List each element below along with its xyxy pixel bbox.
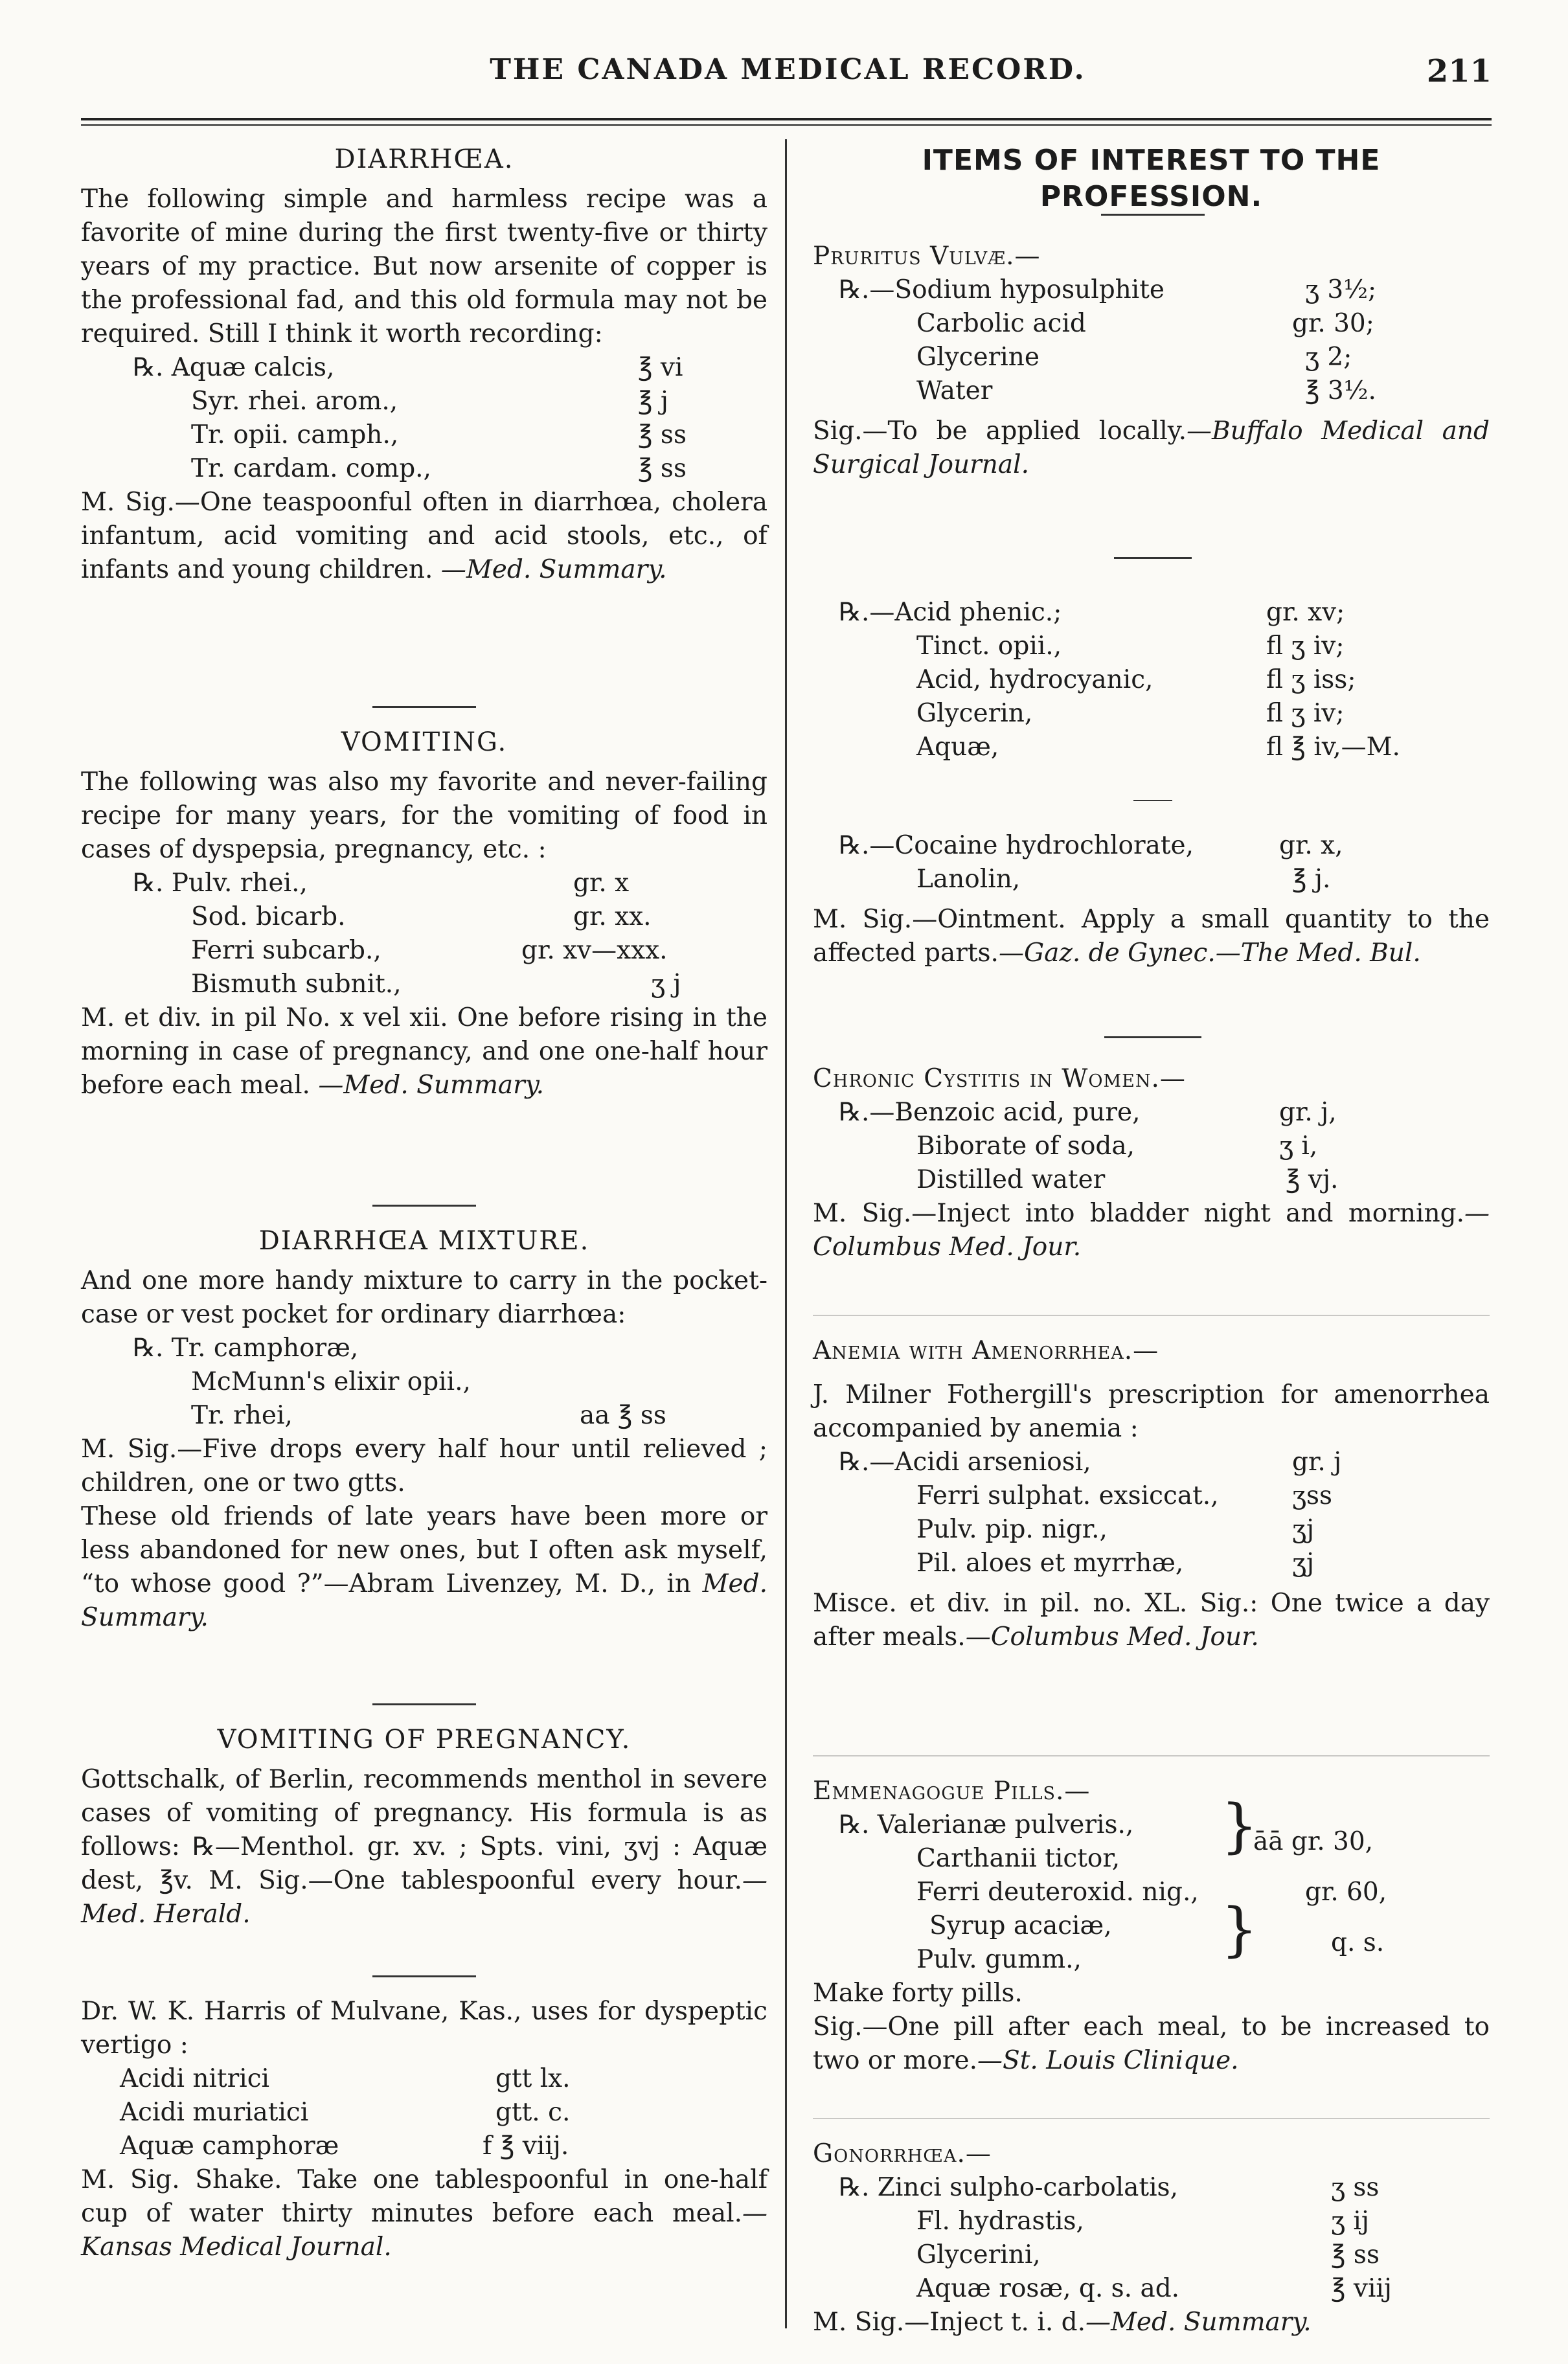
section-separator (372, 1205, 476, 1207)
section-separator (1101, 214, 1205, 216)
rx-quantity: gtt lx. (495, 2064, 571, 2093)
page-header (84, 53, 1492, 105)
article-note (81, 1500, 767, 1635)
rx-ingredient: Glycerine (916, 343, 1040, 372)
rx-line (813, 374, 1490, 408)
item-title: Chronic Cystitis in Women.— (813, 1064, 1186, 1093)
article-title: DIARRHŒA MIXTURE. (258, 1226, 590, 1256)
rx-ingredient: Pulv. gumm., (916, 1945, 1082, 1974)
rx-line (813, 1446, 1490, 1479)
rx-line (813, 829, 1490, 863)
rx-quantity: ʒss (1292, 1481, 1333, 1510)
article-sig (81, 2163, 767, 2264)
rx-ingredient: Water (916, 376, 993, 405)
rx-quantity: āā gr. 30, (1253, 1827, 1374, 1856)
source-citation: —Gaz. de Gynec.—The Med. Bul. (998, 938, 1421, 968)
items-of-interest-heading: ITEMS OF INTEREST TO THE PROFESSION. (922, 144, 1381, 213)
rx-ingredient: Lanolin, (916, 865, 1021, 894)
rx-line (813, 273, 1490, 307)
rx-quantity: ℥ j (638, 387, 669, 416)
rx-quantity: fl ʒ iv; (1266, 631, 1345, 661)
item-acid-phenic (813, 596, 1490, 764)
article-title: VOMITING. (341, 727, 508, 757)
section-separator (372, 706, 476, 708)
item-title: Anemia with Amenorrhea.— (813, 1336, 1159, 1365)
rx-line (81, 1332, 767, 1365)
rx-ingredient: ℞. Aquæ calcis, (133, 353, 335, 382)
rx-ingredient: ℞. Tr. camphoræ, (133, 1334, 359, 1363)
article-sig (81, 486, 767, 587)
rx-ingredient: Aquæ, (916, 733, 999, 762)
rx-quantity: ℥ viij (1331, 2274, 1392, 2303)
rx-quantity: ℥ j. (1292, 865, 1331, 894)
rx-quantity: ʒ ss (1331, 2173, 1380, 2202)
rx-ingredient: Tr. rhei, (191, 1401, 293, 1430)
section-separator (1114, 557, 1192, 559)
rx-quantity: fl ʒ iss; (1266, 665, 1356, 694)
rx-line (81, 2130, 767, 2163)
source-citation: —Kansas Medical Journal. (81, 2199, 767, 2262)
rx-ingredient: ℞. Zinci sulpho-carbolatis, (839, 2173, 1178, 2202)
article-title: DIARRHŒA. (334, 144, 514, 174)
rx-quantity: ʒj (1292, 1549, 1315, 1578)
rx-line (813, 1479, 1490, 1513)
rx-line (81, 968, 767, 1001)
item-title: Gonorrhœa.— (813, 2139, 992, 2168)
rx-quantity: fl ℥ iv,—M. (1266, 733, 1400, 762)
section-separator (1104, 1036, 1201, 1038)
source-citation: —Med. Herald. (81, 1866, 767, 1929)
section-separator (813, 1755, 1490, 1756)
rx-line (81, 452, 767, 486)
rx-ingredient: ℞. Pulv. rhei., (133, 869, 308, 898)
rx-quantity: gr. xv; (1266, 598, 1345, 627)
rx-ingredient: Pulv. pip. nigr., (916, 1515, 1108, 1544)
rx-ingredient: Glycerini, (916, 2240, 1041, 2269)
rx-ingredient: Ferri deuteroxid. nig., (916, 1878, 1199, 1907)
item-sig (813, 1197, 1490, 1264)
rx-ingredient: ℞.—Acidi arseniosi, (839, 1448, 1091, 1477)
rx-line (813, 1808, 1490, 1842)
rx-quantity: ℥ vi (638, 353, 683, 382)
article-intro: The following simple and harmless recipe was a favorite of mine during the first twenty-five or thirty years of my practice. But now arsenite of copper is the professional fad, and this old formula may not be required. Still I think it worth recording: (81, 185, 767, 348)
item-intro: J. Milner Fothergill's prescription for amenorrhea accompanied by anemia : (813, 1380, 1490, 1443)
sig-text: M. Sig.—Inject t. i. d. (813, 2308, 1085, 2337)
source-citation: —Med. Summary. (1085, 2308, 1312, 2337)
rx-quantity: gr. x (573, 869, 630, 898)
rx-ingredient: Acid, hydrocyanic, (916, 665, 1153, 694)
rx-ingredient: Aquæ camphoræ (120, 2131, 339, 2161)
rx-line (813, 1928, 1490, 1977)
source-citation: —Columbus Med. Jour. (813, 1199, 1490, 1262)
note-text: These old friends of late years have been more or less abandoned for new ones, but I often ask myself, “to whose good ?”—Abram Livenzey, M. D., in (81, 1502, 767, 1598)
sig-text: Sig.—To be applied locally. (813, 416, 1187, 446)
article-intro: Dr. W. K. Harris of Mulvane, Kas., uses for dyspeptic vertigo : (81, 1997, 767, 2060)
item-title: Pruritus Vulvæ.— (813, 242, 1041, 271)
rx-line (813, 630, 1490, 663)
item-gonorrhoea (813, 2137, 1490, 2339)
section-separator (813, 1315, 1490, 1316)
article-dyspeptic-vertigo (81, 1995, 767, 2264)
section-separator (372, 1703, 476, 1705)
rx-line (813, 697, 1490, 731)
article-text (81, 1763, 767, 1931)
item-title: Emmenagogue Pills.— (813, 1777, 1091, 1806)
rx-ingredient: Tr. cardam. comp., (191, 454, 431, 483)
sig-text: M. Sig.—Inject into bladder night and morning. (813, 1199, 1464, 1228)
item-emmenagogue-pills (813, 1775, 1490, 2078)
item-sig (813, 415, 1490, 482)
rx-line (813, 1513, 1490, 1547)
rx-ingredient: ℞.—Acid phenic.; (839, 598, 1062, 627)
rx-line (813, 1130, 1490, 1163)
rx-quantity: aa ℥ ss (580, 1401, 666, 1430)
rx-quantity: gtt. c. (495, 2098, 571, 2127)
rx-line (813, 1163, 1490, 1197)
rx-ingredient: Acidi muriatici (120, 2098, 309, 2127)
source-citation: —Med. Summary. (318, 1071, 545, 1100)
source-citation: —Columbus Med. Jour. (965, 1622, 1259, 1652)
rx-line (81, 351, 767, 385)
rx-line (813, 863, 1490, 896)
rx-quantity: ʒ 3½; (1305, 275, 1377, 304)
rx-quantity: gr. xx. (573, 902, 652, 931)
rx-quantity: gr. j, (1279, 1098, 1337, 1127)
rx-ingredient: Bismuth subnit., (191, 970, 402, 999)
rx-quantity: ʒ 2; (1305, 343, 1352, 372)
rx-quantity: gr. 30; (1292, 309, 1374, 338)
rx-line (813, 2238, 1490, 2272)
rx-line (813, 731, 1490, 764)
rx-ingredient: Distilled water (916, 1165, 1106, 1194)
header-rule-thin (81, 124, 1492, 126)
sig-text: Misce. et div. in pil. no. XL. Sig.: One twice a day after meals. (813, 1589, 1490, 1652)
sig-text: M. et div. in pil No. x vel xii. One before rising in the morning in case of pregnancy, and one one-half hour before each meal. (81, 1003, 767, 1100)
item-sig (813, 2010, 1490, 2078)
section-separator (1133, 800, 1172, 801)
rx-line (813, 341, 1490, 374)
rx-quantity: gr. 60, (1305, 1878, 1387, 1907)
item-cocaine (813, 829, 1490, 970)
brace-icon: } (1221, 1896, 1258, 1964)
rx-line (813, 2205, 1490, 2238)
item-sig (813, 903, 1490, 970)
rx-line (813, 1827, 1490, 1876)
rx-line (813, 2272, 1490, 2306)
page-number: 211 (1426, 53, 1492, 89)
article-sig (81, 1001, 767, 1102)
rx-quantity: fl ʒ iv; (1266, 699, 1345, 728)
rx-ingredient: ℞.—Sodium hyposulphite (839, 275, 1165, 304)
rx-line (81, 2096, 767, 2130)
rx-line (81, 934, 767, 968)
rx-ingredient: Ferri sulphat. exsiccat., (916, 1481, 1219, 1510)
sig-text: M. Sig.—One teaspoonful often in diarrhœa, cholera infantum, acid vomiting and acid stools, etc., of infants and young children. (81, 488, 767, 584)
rx-line (81, 1399, 767, 1433)
rx-ingredient: Ferri subcarb., (191, 936, 381, 965)
rx-ingredient: Aquæ rosæ, q. s. ad. (916, 2274, 1180, 2303)
rx-line (81, 1365, 767, 1399)
rx-line (813, 1876, 1490, 1909)
sig-text: M. Sig.—Ointment. Apply a small quantity to the affected parts. (813, 905, 1490, 968)
rx-quantity: gr. xv—xxx. (521, 936, 668, 965)
item-chronic-cystitis (813, 1062, 1490, 1264)
item-make: Make forty pills. (813, 1979, 1023, 2008)
source-citation: —Buffalo Medical and Surgical Journal. (813, 416, 1490, 479)
rx-ingredient: Fl. hydrastis, (916, 2207, 1084, 2236)
items-banner (813, 142, 1490, 215)
rx-line (813, 1096, 1490, 1130)
rx-quantity: gr. x, (1279, 831, 1343, 860)
rx-line (81, 385, 767, 418)
rx-quantity: ℥ 3½. (1305, 376, 1376, 405)
rx-quantity: ʒ i, (1279, 1131, 1318, 1161)
article-title: VOMITING OF PREGNANCY. (217, 1725, 631, 1755)
rx-line (81, 867, 767, 900)
rx-quantity: ℥ vj. (1286, 1165, 1339, 1194)
rx-line (813, 663, 1490, 697)
rx-ingredient: Acidi nitrici (120, 2064, 270, 2093)
rx-line (813, 1547, 1490, 1580)
rx-ingredient: Tr. opii. camph., (191, 420, 399, 449)
source-citation: Med. Summary. (81, 1569, 767, 1632)
rx-ingredient: McMunn's elixir opii., (191, 1367, 471, 1396)
rx-ingredient: Biborate of soda, (916, 1131, 1135, 1161)
brace-icon: } (1221, 1792, 1258, 1860)
section-separator (813, 2118, 1490, 2119)
rx-line (813, 596, 1490, 630)
running-title: THE CANADA MEDICAL RECORD. (490, 53, 1086, 86)
rx-line (81, 900, 767, 934)
article-vomiting-pregnancy (81, 1723, 767, 1931)
sig-text: M. Sig. Shake. Take one tablespoonful in one-half cup of water thirty minutes before each meal. (81, 2165, 767, 2228)
rx-line (81, 2062, 767, 2096)
rx-ingredient: Glycerin, (916, 699, 1033, 728)
section-separator (372, 1975, 476, 1977)
article-vomiting (81, 725, 767, 1102)
rx-quantity: ℥ ss (1331, 2240, 1380, 2269)
rx-line (813, 307, 1490, 341)
article-intro: The following was also my favorite and never-failing recipe for many years, for the vomiting of food in cases of dyspepsia, pregnancy, etc. : (81, 767, 767, 864)
rx-ingredient: ℞.—Benzoic acid, pure, (839, 1098, 1141, 1127)
rx-quantity: ʒj (1292, 1515, 1315, 1544)
column-divider (785, 139, 787, 2328)
rx-ingredient: ℞. Valerianæ pulveris., (839, 1810, 1134, 1839)
rx-ingredient: Syr. rhei. arom., (191, 387, 398, 416)
rx-quantity: f ℥ viij. (483, 2131, 569, 2161)
rx-quantity: ʒ j (651, 970, 681, 999)
item-pruritus-vulvae (813, 240, 1490, 482)
item-sig (813, 1587, 1490, 1654)
sig-text: Sig.—One pill after each meal, to be increased to two or more. (813, 2012, 1490, 2075)
rx-quantity: gr. j (1292, 1448, 1342, 1477)
item-sig (813, 2306, 1490, 2339)
rx-ingredient: Carthanii tictor, (916, 1844, 1120, 1873)
rx-line (813, 1909, 1490, 1943)
rx-ingredient: Pil. aloes et myrrhæ, (916, 1549, 1184, 1578)
rx-line (813, 2171, 1490, 2205)
rx-quantity: ʒ ij (1331, 2207, 1369, 2236)
source-citation: —St. Louis Clinique. (977, 2046, 1239, 2075)
article-sig: M. Sig.—Five drops every half hour until relieved ; children, one or two gtts. (81, 1435, 767, 1497)
rx-quantity: ℥ ss (638, 454, 687, 483)
item-anemia-amenorrhea (813, 1334, 1490, 1654)
rx-quantity: ℥ ss (638, 420, 687, 449)
article-diarrhoea-mixture (81, 1224, 767, 1635)
header-rule (81, 118, 1492, 120)
source-citation: —Med. Summary. (440, 555, 667, 584)
rx-quantity: q. s. (1331, 1928, 1385, 1957)
article-diarrhoea (81, 142, 767, 587)
rx-ingredient: ℞.—Cocaine hydrochlorate, (839, 831, 1194, 860)
body-text: Gottschalk, of Berlin, recommends menthol in severe cases of vomiting of pregnancy. His formula is as follows: ℞—Menthol. gr. xv. ; Spts. vini, ʒvj : Aquæ dest, ℥v. M. Sig.—One tablespoonful every hour. (81, 1765, 767, 1895)
rx-line (81, 418, 767, 452)
article-intro: And one more handy mixture to carry in the pocket-case or vest pocket for ordinary diarrhœa: (81, 1266, 767, 1329)
rx-ingredient: Sod. bicarb. (191, 902, 346, 931)
rx-ingredient: Carbolic acid (916, 309, 1086, 338)
rx-ingredient: Syrup acaciæ, (929, 1911, 1112, 1940)
rx-ingredient: Tinct. opii., (916, 631, 1062, 661)
